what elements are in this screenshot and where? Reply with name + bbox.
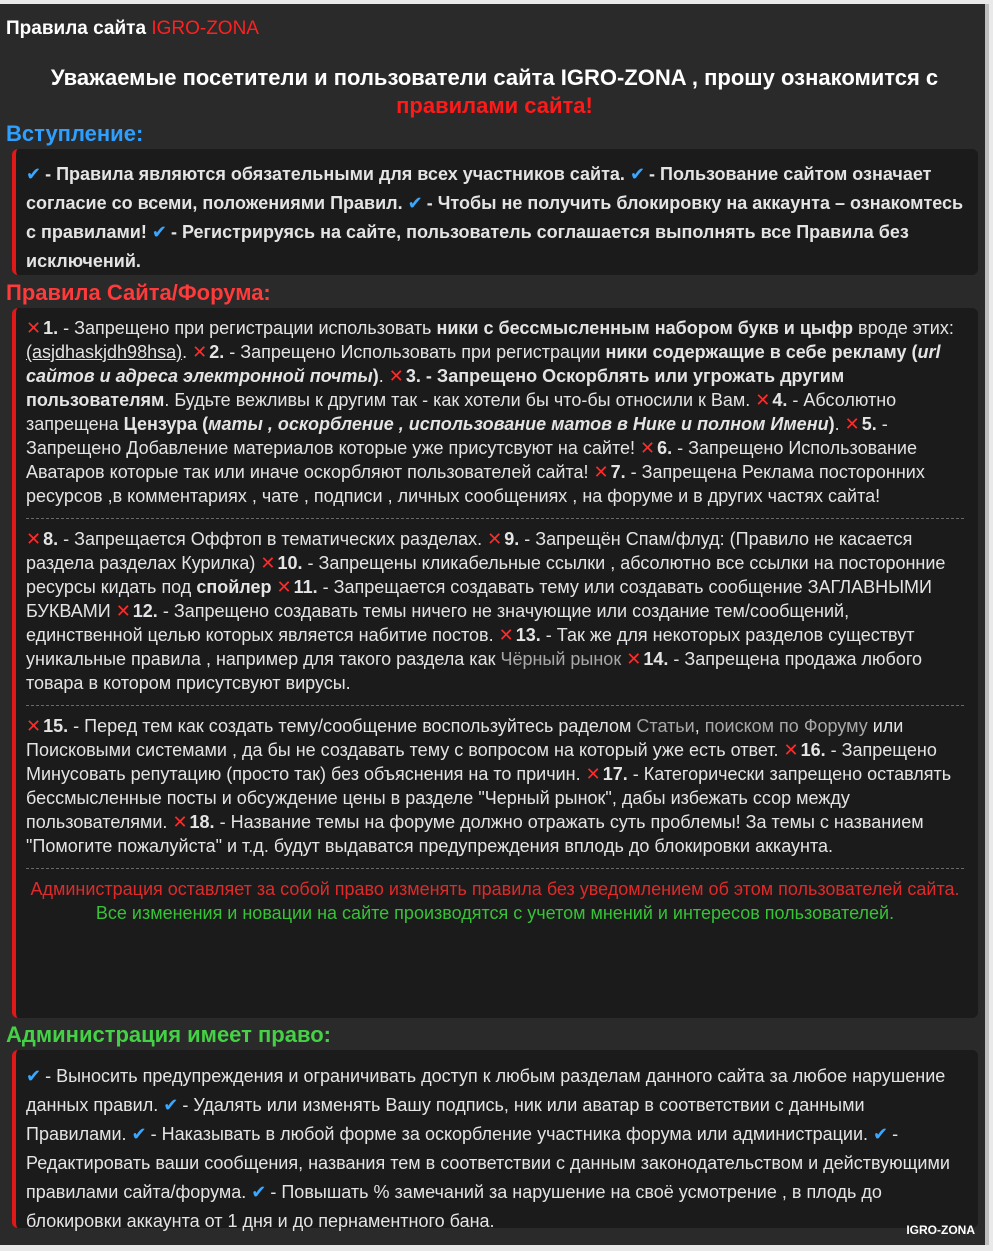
check-icon: ✔: [26, 1066, 42, 1086]
check-icon: ✔: [251, 1182, 267, 1202]
rules-block-3: ✕ 15. - Перед тем как создать тему/сообщение воспользуйтесь раделом Статьи, поиском по Форуму или Поисковыми системами , да бы не создавать тему с вопросом на который уже есть ответ. ✕ 16. - Запрещено Минусовать репутацию (просто так) без объяснения на то причин. ✕ 17. - Категорически запрещено оставлять бессмысленные посты и обсуждение цены в разделе "Черный рынок", дабы избежать ссор между пользователями. ✕ 18. - Название темы на форуме должно отражать суть проблемы! За темы с названием "Помогите пожалуйста" и т.д. будут выдаватся предупреждения вплодь до блокировки аккаунта.: [26, 716, 952, 856]
cross-icon: ✕: [487, 529, 503, 549]
cross-icon: ✕: [593, 462, 609, 482]
title-prefix: Правила сайта: [6, 18, 147, 39]
title-brand: IGRO-ZONA: [151, 18, 259, 39]
example-nick: (asjdhaskjdh98hsa): [26, 342, 183, 362]
divider: [26, 868, 964, 869]
check-icon: ✔: [873, 1124, 889, 1144]
check-icon: ✔: [131, 1124, 147, 1144]
greeting: [0, 64, 989, 120]
check-icon: ✔: [26, 164, 42, 184]
admin-heading: Администрация имеет право:: [6, 1022, 331, 1047]
cross-icon: ✕: [388, 366, 404, 386]
rules-block-2: ✕ 8. - Запрещается Оффтоп в тематических разделах. ✕ 9. - Запрещён Спам/флуд: (Правило не касается раздела разделах Курилка) ✕ 10. - Запрещены кликабельные ссылки , абсолютно все ссылки на посторонние ресурсы кидать под спойлер ✕ 11. - Запрещается создавать тему или создавать сообщение ЗАГЛАВНЫМИ БУКВАМИ ✕ 12. - Запрещено создавать темы ничего не значующие или создание тем/сообщений, единственной целью которых является набитие постов. ✕ 13. - Так же для некоторых разделов существут уникальные правила , например для такого раздела как Чёрный рынок ✕ 14. - Запрещена продажа любого товара в котором присутсвуют вирусы.: [26, 529, 946, 693]
intro-box: [12, 149, 978, 275]
check-icon: ✔: [407, 193, 423, 213]
articles-link[interactable]: Статьи: [636, 716, 695, 736]
cross-icon: ✕: [260, 553, 276, 573]
cross-icon: ✕: [755, 390, 771, 410]
cross-icon: ✕: [26, 318, 42, 338]
rules-heading: Правила Сайта/Форума:: [6, 280, 271, 305]
check-icon: ✔: [151, 222, 167, 242]
divider: [26, 518, 964, 519]
page-title: [6, 18, 259, 40]
check-icon: ✔: [629, 164, 646, 184]
admin-note: [26, 877, 964, 925]
forum-search-link[interactable]: поиском по Форуму: [704, 716, 868, 736]
admin-text: ✔ - Выносить предупреждения и ограничивать доступ к любым разделам данного сайта за любое нарушение данных правил. ✔ - Удалять или изменять Вашу подпись, ник или аватар в соответствии с данными Правилами. ✔ - Наказывать в любой форме за оскорбление участника форума или администрации. ✔ - Редактировать ваши сообщения, названия тем в соответствии с данным законодательством и действующими правилами сайта/форума. ✔ - Повышать % замечаний за нарушение на своё усмотрение , в плодь до блокировки аккаунта от 1 дня и до пернаментного бана.: [26, 1066, 950, 1231]
cross-icon: ✕: [498, 625, 514, 645]
greeting-line2: правилами сайта!: [396, 93, 593, 118]
check-icon: ✔: [163, 1095, 179, 1115]
admin-note-red: Администрация оставляет за собой право изменять правила без уведомлением об этом пользователей сайта.: [30, 879, 960, 899]
cross-icon: ✕: [844, 414, 860, 434]
divider: [26, 705, 964, 706]
page-frame: [0, 4, 989, 1245]
cross-icon: ✕: [172, 812, 188, 832]
watermark: IGRO-ZONA: [906, 1223, 975, 1237]
cross-icon: ✕: [640, 438, 656, 458]
cross-icon: ✕: [26, 716, 42, 736]
black-market-link[interactable]: Чёрный рынок: [500, 649, 622, 669]
cross-icon: ✕: [192, 342, 208, 362]
admin-note-green: Все изменения и новации на сайте производятся с учетом мнений и интересов пользователей.: [95, 903, 895, 923]
cross-icon: ✕: [276, 577, 292, 597]
greeting-line1: Уважаемые посетители и пользователи сайта IGRO-ZONA , прошу ознакомится с: [50, 65, 939, 90]
intro-text: ✔ - Правила являются обязательными для всех участников сайта. ✔ - Пользование сайтом означает согласие со всеми, положениями Правил. ✔ - Чтобы не получить блокировку на аккаунта – ознакомтесь с правилами! ✔ - Регистрируясь на сайте, пользователь соглашается выполнять все Правила без исключений.: [26, 164, 964, 271]
intro-heading: Вступление:: [6, 121, 144, 146]
cross-icon: ✕: [585, 764, 601, 784]
rules-box: [12, 308, 978, 1018]
cross-icon: ✕: [783, 740, 799, 760]
cross-icon: ✕: [26, 529, 42, 549]
rules-block-1: ✕ 1. - Запрещено при регистрации использовать ники с бессмысленным набором букв и цыфр вроде этих: (asjdhaskjdh98hsa). ✕ 2. - Запрещено Использовать при регистрации ники содержащие в себе рекламу (url сайтов и адреса электронной почты). ✕ 3. - Запрещено Оскорблять или угрожать другим пользователям. Будьте вежливы к другим так - как хотели бы что-бы относили к Вам. ✕ 4. - Абсолютно запрещена Цензура (маты , оскорбление , использование матов в Нике и полном Имени). ✕ 5. - Запрещено Добавление материалов которые уже присутсвуют на сайте! ✕ 6. - Запрещено Использование Аватаров которые так или иначе оскорбляют пользователей сайта! ✕ 7. - Запрещена Реклама посторонних ресурсов ,в комментариях , чате , подписи , личных сообщениях , на форуме и в других частях сайта!: [26, 318, 954, 506]
cross-icon: ✕: [626, 649, 642, 669]
cross-icon: ✕: [115, 601, 131, 621]
